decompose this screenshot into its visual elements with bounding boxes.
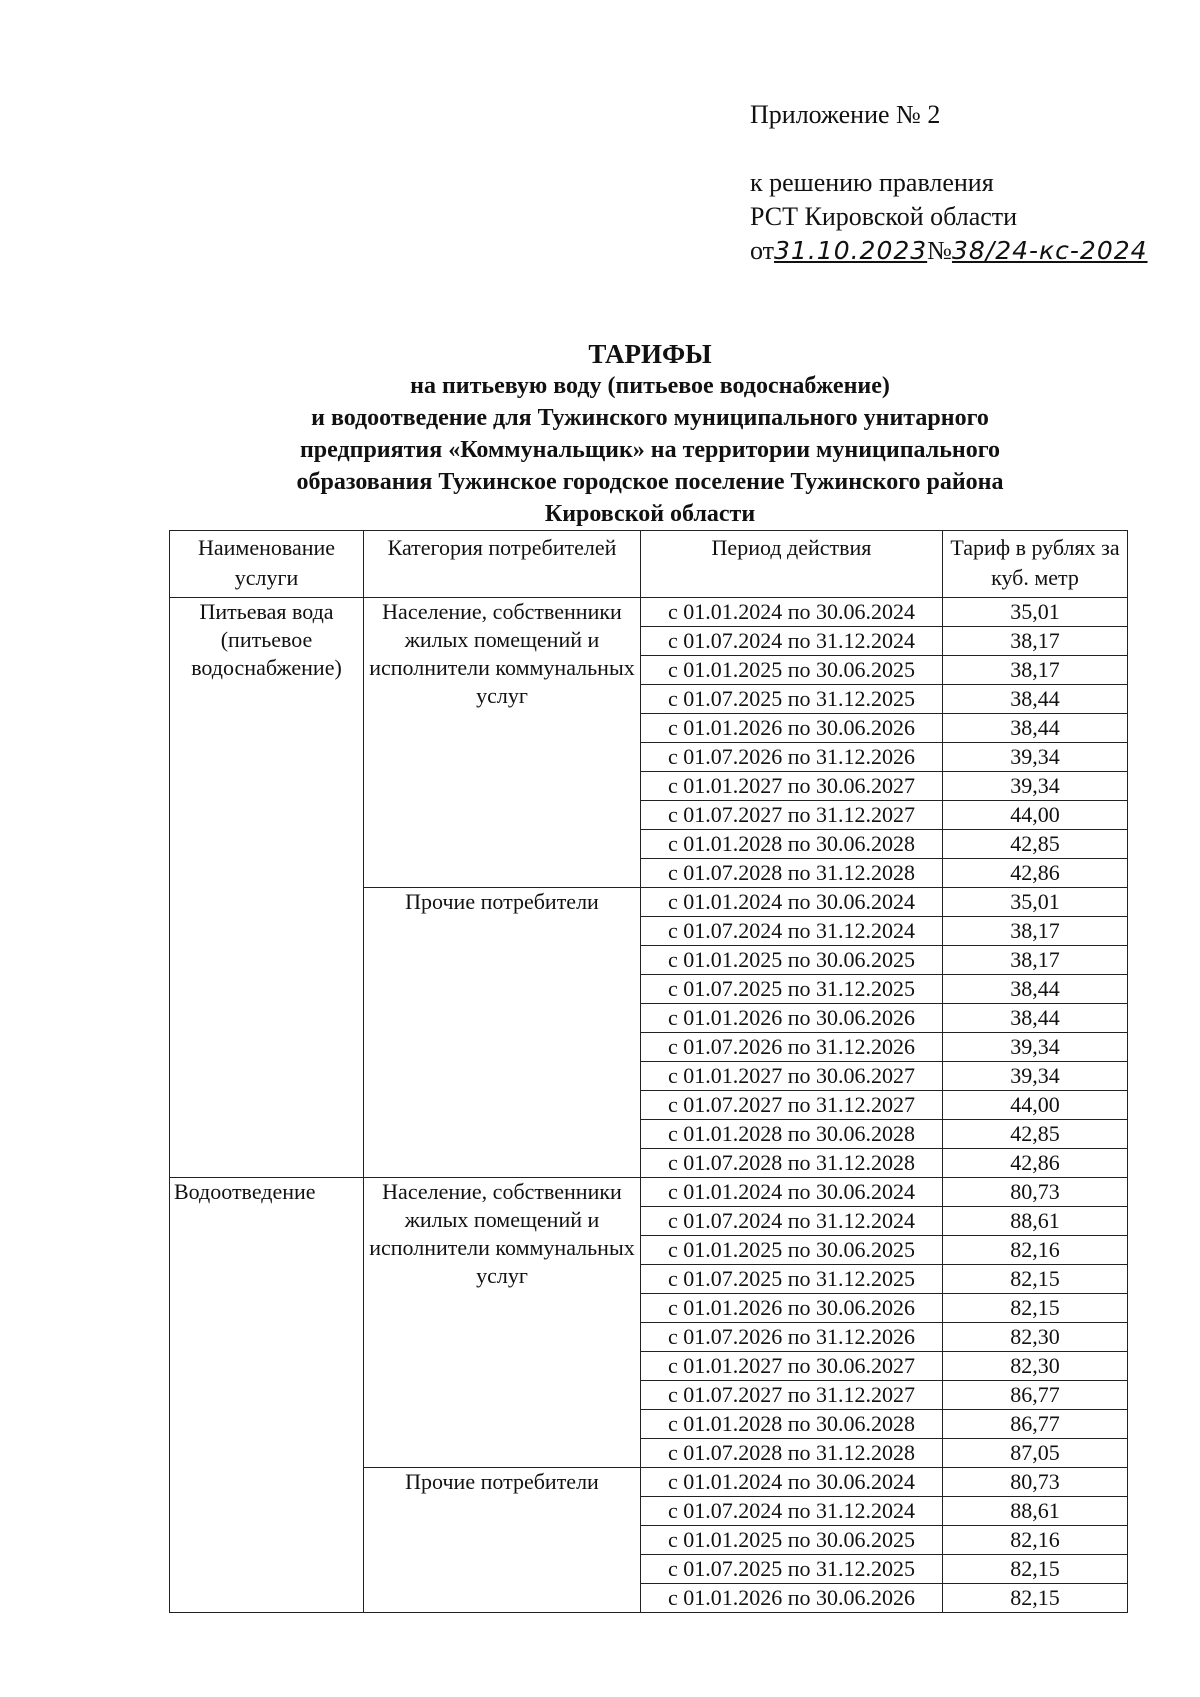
tariff-table [169,530,1128,1613]
period-cell: с 01.07.2028 по 31.12.2028 [641,1439,943,1468]
decision-line-1: к решению правления [750,168,994,197]
period-cell: с 01.07.2025 по 31.12.2025 [641,685,943,714]
decision-reference [750,166,1148,268]
table-row [170,1178,1128,1207]
header-category: Категория потребителей [364,531,641,598]
tariff-cell: 39,34 [943,1033,1128,1062]
tariff-cell: 86,77 [943,1381,1128,1410]
period-cell: с 01.07.2026 по 31.12.2026 [641,1033,943,1062]
header-period: Период действия [641,531,943,598]
period-cell: с 01.01.2024 по 30.06.2024 [641,1178,943,1207]
title-line-5: Кировской области [544,501,756,527]
period-cell: с 01.01.2024 по 30.06.2024 [641,888,943,917]
tariff-cell: 39,34 [943,1062,1128,1091]
period-cell: с 01.07.2027 по 31.12.2027 [641,1381,943,1410]
tariff-cell: 38,17 [943,917,1128,946]
header-service: Наименование услуги [170,531,364,598]
period-cell: с 01.07.2027 по 31.12.2027 [641,801,943,830]
tariff-cell: 82,16 [943,1236,1128,1265]
decision-date-line [750,234,1148,268]
tariff-cell: 42,86 [943,1149,1128,1178]
tariff-cell: 82,15 [943,1294,1128,1323]
tariff-cell: 87,05 [943,1439,1128,1468]
tariff-cell: 82,30 [943,1323,1128,1352]
period-cell: с 01.07.2025 по 31.12.2025 [641,1265,943,1294]
category-cell: Прочие потребители [364,888,641,1178]
tariff-cell: 44,00 [943,801,1128,830]
tariff-cell: 88,61 [943,1207,1128,1236]
tariff-cell: 38,44 [943,1004,1128,1033]
period-cell: с 01.01.2028 по 30.06.2028 [641,1120,943,1149]
period-cell: с 01.01.2026 по 30.06.2026 [641,1584,943,1613]
period-cell: с 01.01.2027 по 30.06.2027 [641,1062,943,1091]
period-cell: с 01.01.2028 по 30.06.2028 [641,1410,943,1439]
period-cell: с 01.07.2028 по 31.12.2028 [641,859,943,888]
tariff-cell: 82,30 [943,1352,1128,1381]
title-line-1: на питьевую воду (питьевое водоснабжение) [410,373,890,399]
tariff-cell: 42,85 [943,1120,1128,1149]
period-cell: с 01.01.2025 по 30.06.2025 [641,1236,943,1265]
tariff-cell: 82,16 [943,1526,1128,1555]
category-cell: Прочие потребители [364,1468,641,1613]
period-cell: с 01.07.2027 по 31.12.2027 [641,1091,943,1120]
decision-line-2: РСТ Кировской области [750,202,1018,231]
tariff-cell: 35,01 [943,888,1128,917]
period-cell: с 01.07.2026 по 31.12.2026 [641,743,943,772]
tariff-cell: 88,61 [943,1497,1128,1526]
period-cell: с 01.01.2027 по 30.06.2027 [641,1352,943,1381]
tariff-cell: 44,00 [943,1091,1128,1120]
period-cell: с 01.07.2024 по 31.12.2024 [641,1497,943,1526]
period-cell: с 01.07.2026 по 31.12.2026 [641,1323,943,1352]
period-cell: с 01.01.2025 по 30.06.2025 [641,1526,943,1555]
period-cell: с 01.01.2026 по 30.06.2026 [641,714,943,743]
date-prefix: от [750,236,775,265]
tariff-cell: 38,44 [943,685,1128,714]
tariff-cell: 39,34 [943,743,1128,772]
appendix-label: Приложение № 2 [750,100,941,129]
table-header-row [170,531,1128,598]
tariff-cell: 35,01 [943,598,1128,627]
tariff-cell: 42,85 [943,830,1128,859]
tariff-cell: 38,44 [943,975,1128,1004]
period-cell: с 01.07.2025 по 31.12.2025 [641,1555,943,1584]
header-tariff: Тариф в рублях за куб. метр [943,531,1128,598]
service-name-cell: Водоотведение [170,1178,364,1613]
category-cell: Население, собственники жилых помещений и исполнители коммунальных услуг [364,1178,641,1468]
period-cell: с 01.07.2025 по 31.12.2025 [641,975,943,1004]
tariff-cell: 42,86 [943,859,1128,888]
document-title [180,338,1120,530]
period-cell: с 01.01.2024 по 30.06.2024 [641,1468,943,1497]
tariff-cell: 82,15 [943,1555,1128,1584]
period-cell: с 01.01.2028 по 30.06.2028 [641,830,943,859]
tariff-cell: 38,17 [943,656,1128,685]
category-cell: Население, собственники жилых помещений и исполнители коммунальных услуг [364,598,641,888]
title-line-2: и водоотведение для Тужинского муниципального унитарного [311,405,989,431]
tariff-cell: 82,15 [943,1584,1128,1613]
tariff-cell: 38,17 [943,627,1128,656]
decision-date: 31.10.2023 [774,236,928,265]
title-main: ТАРИФЫ [588,339,712,369]
service-name-cell: Питьевая вода (питьевое водоснабжение) [170,598,364,1178]
decision-number: 38/24-кс-2024 [951,236,1148,265]
period-cell: с 01.01.2026 по 30.06.2026 [641,1004,943,1033]
table-row [170,598,1128,627]
title-line-3: предприятия «Коммунальщик» на территории муниципального [299,437,1001,463]
period-cell: с 01.07.2028 по 31.12.2028 [641,1149,943,1178]
period-cell: с 01.07.2024 по 31.12.2024 [641,1207,943,1236]
tariff-cell: 39,34 [943,772,1128,801]
tariff-cell: 80,73 [943,1468,1128,1497]
tariff-cell: 38,44 [943,714,1128,743]
tariff-cell: 80,73 [943,1178,1128,1207]
tariff-cell: 82,15 [943,1265,1128,1294]
number-prefix: № [927,236,952,265]
tariff-cell: 86,77 [943,1410,1128,1439]
tariff-cell: 38,17 [943,946,1128,975]
period-cell: с 01.01.2026 по 30.06.2026 [641,1294,943,1323]
title-line-4: образования Тужинское городское поселение Тужинского района [296,469,1004,495]
period-cell: с 01.01.2027 по 30.06.2027 [641,772,943,801]
tariff-table-body [170,598,1128,1613]
period-cell: с 01.07.2024 по 31.12.2024 [641,917,943,946]
period-cell: с 01.01.2025 по 30.06.2025 [641,946,943,975]
period-cell: с 01.01.2025 по 30.06.2025 [641,656,943,685]
period-cell: с 01.07.2024 по 31.12.2024 [641,627,943,656]
period-cell: с 01.01.2024 по 30.06.2024 [641,598,943,627]
